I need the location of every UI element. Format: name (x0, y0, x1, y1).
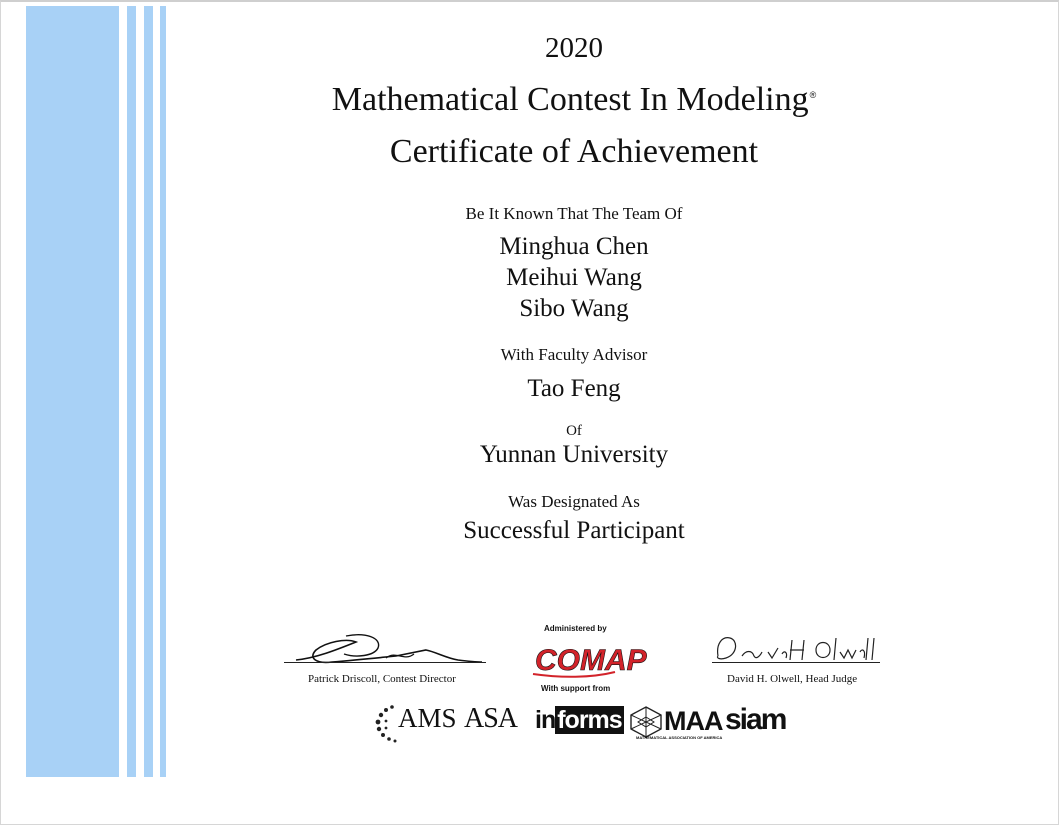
certificate-year: 2020 (545, 32, 603, 64)
side-band-stripe (127, 6, 136, 777)
director-caption: Patrick Driscoll, Contest Director (308, 673, 456, 685)
comap-logo-text: COMAP (535, 644, 647, 677)
designation: Successful Participant (463, 517, 685, 544)
contest-title-text: Mathematical Contest In Modeling (331, 81, 809, 118)
administered-by-label: Administered by (544, 624, 607, 633)
team-member: Sibo Wang (519, 295, 629, 322)
certificate-title: Certificate of Achievement (389, 133, 759, 170)
comap-logo (531, 634, 647, 682)
of-label: Of (566, 423, 582, 439)
informs-logo: informs (535, 706, 622, 734)
side-band-wide (26, 6, 119, 777)
side-band-stripe (144, 6, 153, 777)
contest-title (332, 81, 817, 119)
director-signature (286, 628, 486, 672)
asa-logo: ASA (464, 703, 518, 734)
faculty-advisor: Tao Feng (527, 375, 621, 402)
signature-line (284, 662, 486, 663)
head-judge-caption: David H. Olwell, Head Judge (727, 673, 858, 685)
team-member: Meihui Wang (506, 264, 642, 291)
with-support-label: With support from (541, 684, 611, 693)
advisor-intro: With Faculty Advisor (500, 345, 648, 364)
team-intro: Be It Known That The Team Of (465, 204, 683, 223)
maa-subtitle: MATHEMATICAL ASSOCIATION OF AMERICA (636, 735, 723, 740)
siam-logo: siam (725, 703, 786, 736)
ams-mark-icon (374, 703, 400, 743)
signature-line (712, 662, 880, 663)
head-judge-signature (712, 630, 882, 666)
institution-name: Yunnan University (479, 441, 669, 468)
maa-logo: MAA (664, 706, 723, 736)
side-band-stripe (160, 6, 166, 777)
registered-mark: ® (809, 89, 817, 100)
designation-intro: Was Designated As (508, 492, 640, 511)
maa-polyhedron-icon (628, 705, 664, 739)
team-member: Minghua Chen (499, 233, 649, 260)
ams-logo: AMS (398, 703, 457, 733)
